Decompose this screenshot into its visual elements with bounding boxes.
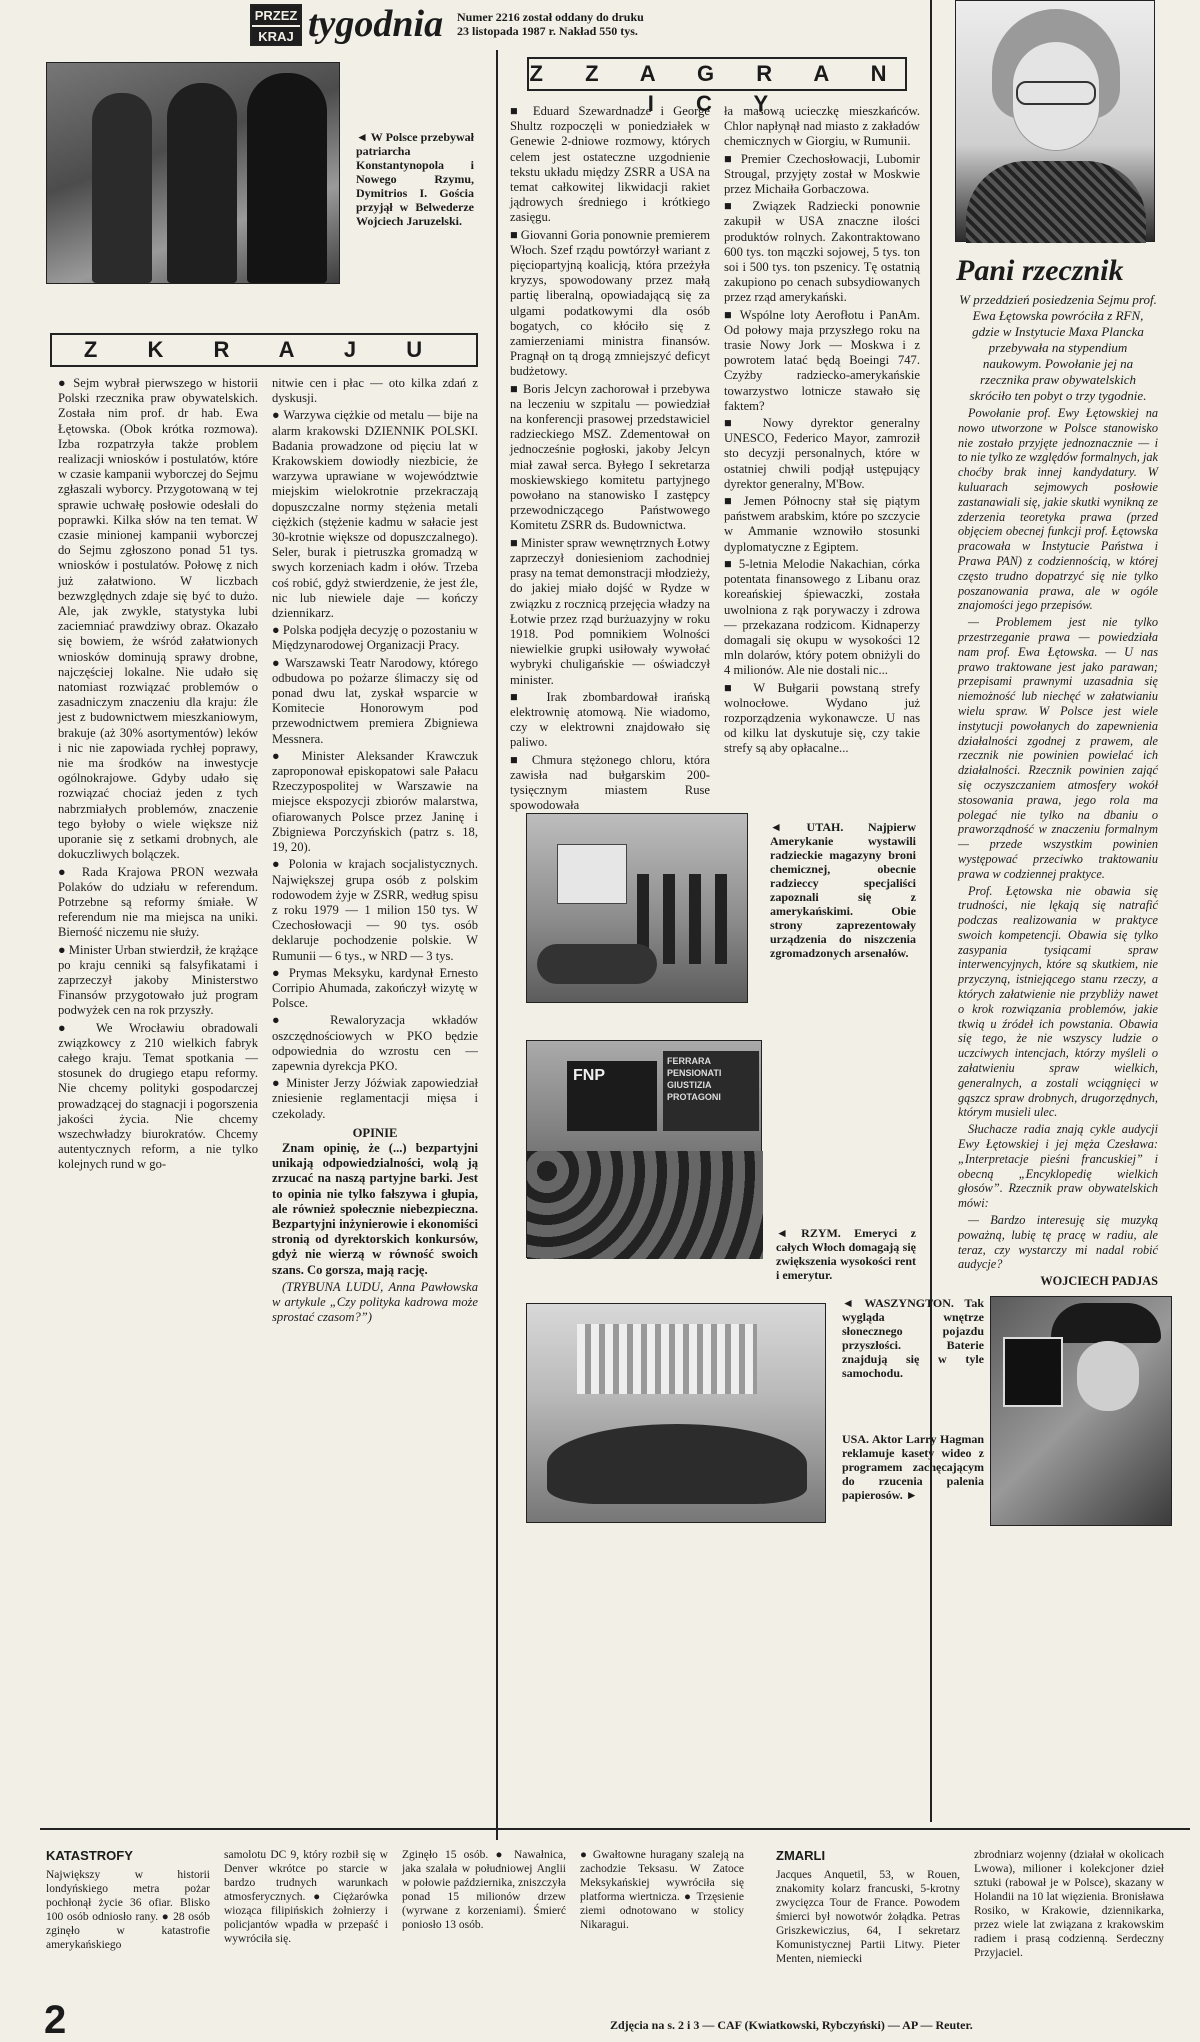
zagr-item-szewardnadze: ■ Eduard Szewardnadze i George Shultz rozpoczęli w poniedziałek w Genewie 2-dniowe rozmowy, których celem jest ostateczne uzgodnienie tekstu układu między ZSRR a USA na temat całkowitej likwidacji rakiet jądrowych średniego i krótkiego zasięgu. <box>510 104 710 225</box>
kraj-item-pko: ● Rewaloryzacja wkładów oszczędnościowych w PKO będzie odpowiednia do wzrostu cen — zapewnia dyrekcja PKO. <box>272 1013 478 1073</box>
zmarli-column-2: zbrodniarz wojenny (działał w okolicach Lwowa), milioner i kolekcjoner dzieł sztuki (rabował je w Polsce), skazany w Holandii na 10 lat więzienia. Bronisława Rosiko, w Krakowie, dziennikarka, przez wiele lat związana z krakowskim radiem i prasą codzienną. Serdeczny Przyjaciel. <box>974 1849 1164 1959</box>
photo-washington-memorial <box>577 1324 757 1394</box>
photo-rome-banner-right <box>663 1051 759 1131</box>
interview-paragraph-3: Prof. Łętowska nie obawia się trudności, nie lękają się natrafić podczas realizowania w praktyce swoich kompetencji. Obawia się tylko zasypania tysiącami spraw interwencyjnych, które są skutkiem, nie przyczyną, istniejącego stanu rzeczy, a których załatwienie nie przybliży nawet o krok rozwiązania problemów, jakie tkwią u źródeł ich powstania. Obawia się tego, że nie wszyscy ludzie o uczciwych intencjach, którzy myśleli o załatwieniu spraw wielkich, generalnych, a zostali wciągnięci w gąszcz spraw drobnych, drugorzędnych, którym musieli ulec. <box>958 883 1158 1120</box>
photo-washington-solar-car <box>526 1303 826 1523</box>
kraj-item-teatr: ● Warszawski Teatr Narodowy, którego odbudowa po pożarze ślimaczy się od ponad dwu lat, zyskał wsparcie w Komitecie Honorowym pod przewodnictwem premiera Zbigniewa Messnera. <box>272 655 478 746</box>
zagr-item-jemen: ■ Jemen Północny stał się piątym państwem arabskim, które po szczycie w Ammanie wznowiło stosunki dyplomatyczne z Egiptem. <box>724 494 920 554</box>
caption-usa: USA. Aktor Larry Hagman reklamuje kasety wideo z programem zachęcającym do rzucenia palenia papierosów. ► <box>842 1432 984 1502</box>
zagr-item-chlor: ■ Chmura stężonego chloru, która zawisła nad bułgarskim 200-tysięcznym miastem Ruse spowodowała <box>510 752 710 813</box>
logo-bottom-text: KRAJ <box>252 25 300 46</box>
opinie-source: (TRYBUNA LUDU, Anna Pawłowska w artykule „Czy polityka kadrowa może sprostać czasom?”) <box>272 1279 478 1325</box>
page-number: 2 <box>44 1998 67 2042</box>
photo-rome-pensioners <box>526 1040 762 1258</box>
zagr-item-jelcyn: ■ Boris Jelcyn zachorował i przebywa na leczeniu w szpitalu — powiedział na konferencji prasowej przedstawiciel radzieckiego MSZ. Zdementował on jednocześnie pogłoski, jakoby Jelcyn miał zawał serca. Byłego I sekretarza moskiewskiego komitetu partyjnego powołano na stanowisko I zastępcy przewodniczącego Państwowego Komitetu ZSRR ds. Budownictwa. <box>510 381 710 533</box>
zagr-item-zsrr-usa: ■ Związek Radziecki ponownie zakupił w USA znaczne ilości produktów rolnych. Zakontraktowano 600 tys. ton mączki sojowej, 5 tys. ton soi i 500 tys. ton pszenicy. Tę ostatnią zakupiono po cenach subsydiowanych przez rząd amerykański. <box>724 199 920 305</box>
banner-pensionati: PENSIONATI <box>667 1068 722 1078</box>
zagranicy-column-1 <box>510 104 710 815</box>
kraj-item-jozwiak: ● Minister Jerzy Jóźwiak zapowiedział zniesienie reglamentacji mięsa i czekolady. <box>272 1076 478 1121</box>
masthead-logo <box>250 4 302 46</box>
zagr-item-unesco: ■ Nowy dyrektor generalny UNESCO, Federico Mayor, zamroził sto decyzji personalnych, które w ostatniej chwili podjął ustępujący dyrektor generalny, M'Bow. <box>724 416 920 491</box>
zagranicy-column-2 <box>724 104 920 759</box>
photo-hagman-cassette <box>1003 1337 1063 1407</box>
issue-info <box>457 10 644 38</box>
zagr-item-aeroflot: ■ Wspólne loty Aerofłotu i PanAm. Od połowy maja przyszłego roku na trasie Nowy Jork — Moskwa i z powrotem latać będą Boeingi 747. Czyżby radziecko-amerykańskie towarzystwo lotnicze stawało się faktem? <box>724 307 920 413</box>
banner-protagoni: PROTAGONI <box>667 1092 721 1102</box>
photo-ewa-letowska <box>955 0 1155 242</box>
column-divider-right <box>930 0 932 1822</box>
opinie-text: Znam opinię, że (...) bezpartyjni unikają odpowiedzialności, wolą ją zrzucać na naszą partyjne barki. Jest to opinia nie tylko fałszywa i głupia, ale również społecznie niebezpieczna. Bezpartyjni inżynierowie i ekonomiści stronią od dyrektorskich konkursów, gdyż nie wierzą w równość swoich szans. Co gorsza, mają rację. <box>272 1140 478 1277</box>
portrait-glasses <box>1016 81 1096 105</box>
photo-utah-chemical-weapons <box>526 813 748 1003</box>
photo-rome-crowd <box>527 1151 763 1259</box>
photo-patriarch-visit <box>46 62 340 284</box>
masthead-script-title: tygodnia <box>308 3 444 45</box>
kraj-column-1 <box>58 376 258 1175</box>
caption-waszyngton: ◄ WASZYNGTON. Tak wygląda wnętrze słonecznego pojazdu przyszłości. Baterie znajdują się w tyle samochodu. <box>842 1296 984 1380</box>
interview-author: WOJCIECH PADJAS <box>1040 1274 1158 1289</box>
photo-utah-board <box>557 844 627 904</box>
zagr-item-irak: ■ Irak zbombardował irańską elektrownię atomową. Nie wiadomo, czy w elektrowni znajdowało się paliwo. <box>510 689 710 750</box>
zagr-item-goria: ■ Giovanni Goria ponownie premierem Włoch. Szef rządu powtórzył wariant z pięciopartyjną koalicją, która przeżyła kryzys, spowodowany przez małą partię liberalną, opowiadającą się za ulgami podatkowymi dla osób bogatych, co kłóciło się z zamierzeniami ministra finansów. Pragnął on tą drogą zmniejszyć deficyt budżetowy. <box>510 227 710 379</box>
interview-paragraph-4: Słuchacze radia znają cykle audycji Ewy Łętowskiej i jej męża Czesława: „Interpretacje pieśni francuskiej” i obecną „Encyklopedię wielkich głosów”. Rzecznik praw obywatelskich mówi: <box>958 1122 1158 1211</box>
photo-figure-middle <box>167 83 237 283</box>
kraj-item-prymas: ● Prymas Meksyku, kardynał Ernesto Corripio Ahumada, zakończył wizytę w Polsce. <box>272 965 478 1011</box>
katastrofy-title: KATASTROFY <box>46 1848 133 1863</box>
photo-hagman-hat <box>1051 1303 1161 1343</box>
zmarli-column-1: Jacques Anquetil, 53, w Rouen, znakomity kolarz francuski, 5-krotny zwycięzca Tour de France. Powodem śmierci był nowotwór żołądka. Petras Griszkewiczius, 64, I sekretarz Komunistycznej Partii Litwy. Pieter Menten, niemiecki <box>776 1869 960 1965</box>
photo-figure-right <box>247 73 327 283</box>
kraj-item-urban: ● Minister Urban stwierdził, że krążące po kraju cenniki są falsyfikatami i zaprzeczył jakoby Ministerstwo Finansów przygotowało już program podwyżek cen na rok przyszły. <box>58 942 258 1018</box>
kraj-item-wroclaw: ● We Wrocławiu obradowali związkowcy z 210 wielkich fabryk całego kraju. Temat spotkania — stosunek do drugiego etapu reformy. Nie chcemy polityki gospodarczej prowadzącej do stagnacji i pogorszenia jakości życia. Nie chcemy wszechwładzy biurokratów. Chcemy autentycznych reform, a nie tylko kolejnych rund w go- <box>58 1020 258 1172</box>
zagr-item-nakachian: ■ 5-letnia Melodie Nakachian, córka potentata finansowego z Libanu oraz koreańskiej śpiewaczki, została uwolniona z rąk porywaczy i zdrowa — przekazana rodzicom. Kidnaperzy domagali się okupu w wysokości 12 mln dolarów, który potem obniżyli do 4 milionów. Ale nie dostali nic... <box>724 556 920 678</box>
photo-washington-car <box>547 1424 807 1504</box>
photo-hagman-face <box>1077 1341 1139 1411</box>
photo-utah-bomb <box>537 944 657 984</box>
kraj-column-2 <box>272 376 478 1327</box>
column-divider-center <box>496 50 498 1840</box>
interview-paragraph-2: — Problemem jest nie tylko przestrzeganie prawa — powiedziała nam prof. Ewa Łętowska. — U nas prawo traktowane jest jako parawan; przepisami prawnymi uzasadnia się niemożność lub niechęć w załatwianiu wielu spraw. W Polsce jest wiele instytucji powołanych do zapewnienia działalności zgodnej z prawem, ale rzecznik nie powinien powielać ich działalności. Rzecznik powinien zająć się oczyszczaniem atmosfery wokół stosowania prawa, jego rola ma polegać nie tylko na dbaniu o praworządność w znaczeniu formalnym — przede wszystkim powinien występować przeciwko traktowaniu prawa w codziennej praktyce. <box>958 615 1158 881</box>
photo-larry-hagman <box>990 1296 1172 1526</box>
opinie-heading: OPINIE <box>352 1125 398 1140</box>
photo-credits: Zdjęcia na s. 2 i 3 — CAF (Kwiatkowski, Rybczyński) — AP — Reuter. <box>610 2018 973 2032</box>
portrait-coat <box>966 161 1146 243</box>
kraj-item-mop: ● Polska podjęła decyzję o pozostaniu w Międzynarodowej Organizacji Pracy. <box>272 623 478 653</box>
kraj-item-krawczuk: ● Minister Aleksander Krawczuk zaproponował episkopatowi sale Pałacu Rzeczypospolitej w Warszawie na miejsce ekspozycji zbiorów malarstwa, ofiarowanych Polsce przez Janinę i Zbigniewa Porczyńskich (patrz s. 18, 19, 20). <box>272 748 478 855</box>
kraj-item-warzywa: ● Warzywa ciężkie od metalu — bije na alarm krakowski DZIENNIK POLSKI. Badania prowadzone od pięciu lat w Krakowskiem dowiodły niezbicie, że warzywa uprawiane w województwie miejskim wielokrotnie przekraczają dopuszczalne normy stężenia metali ciężkich (stężenie kadmu w sałacie jest 30-krotnie większe od dopuszczalnego). Seler, burak i pietruszka gromadzą w swych korzeniach kadm i ołów. Trzeba coś robić, gdyż stwierdzenie, że jest źle, nic lub niewiele daje — kończy dziennikarz. <box>272 408 478 621</box>
banner-fnp: FNP <box>573 1067 605 1084</box>
banner-giustizia: GIUSTIZIA <box>667 1080 712 1090</box>
katastrofy-column-4: ● Gwałtowne huragany szaleją na zachodzie Teksasu. W Zatoce Meksykańskiej wywróciła się platforma wiertnicza. ● Trzęsienie ziemi odnotowano w stolicy Nikaragui. <box>580 1849 744 1931</box>
zagr-item-bulgaria: ■ W Bułgarii powstaną strefy wolnocłowe. Wydano już rozporządzenia wykonawcze. U nas od kilku lat dyskutuje się, czy takie strefy są aby opłacalne... <box>724 680 920 756</box>
interview-title: Pani rzecznik <box>956 254 1124 287</box>
caption-utah: ◄ UTAH. Najpierw Amerykanie wystawili radzieckie magazyny broni chemicznej, obecnie radzieccy specjaliści zapoznali się z amerykańskimi. Obie strony zaprezentowały urządzenia do niszczenia zgromadzonych arsenałów. <box>770 820 916 960</box>
photo-figure-left <box>92 93 152 283</box>
zagr-item-lotwa: ■ Minister spraw wewnętrznych Łotwy zaprzeczył doniesieniom zachodniej prasy na temat demonstracji młodzieży, do jakiej miało dojść w Rydze w związku z rocznicą przejęcia władzy na Łotwie przez rząd burżuazyjny w roku 1918. Pod pomnikiem Wolności niewielkie grupki usiłowały wywołać wybryki chuligańskie — oświadczył minister. <box>510 535 710 687</box>
interview-lead: W przeddzień posiedzenia Sejmu prof. Ewa Łętowska powróciła z RFN, gdzie w Instytucie Maxa Plancka przebywała na stypendium naukowym. Powołanie jej na rzecznika praw obywatelskich skróciło ten pobyt o trzy tygodnie. <box>959 292 1157 403</box>
section-header-zagranicy: Z Z A G R A N I C Y <box>527 57 907 91</box>
section-header-kraj: Z K R A J U <box>50 333 478 367</box>
katastrofy-column-1: Największy w historii londyńskiego metra pożar pochłonął życie 36 ofiar. Blisko 100 osób odniosło rany. ● 28 osób zginęło w katastrofie amerykańskiego <box>46 1869 210 1951</box>
banner-ferrara: FERRARA <box>667 1056 711 1066</box>
kraj-item-polonia: ● Polonia w krajach socjalistycznych. Największej grupa osób z polskim rodowodem żyje w ZSRR, według spisu z roku 1979 — 1 milion 150 tys. W Czechosłowacji — 90 tys. osób deklaruje pochodzenie polskie. W Rumunii — 6 tys., w NRD — 3 tys. <box>272 857 478 963</box>
kraj-item-sejm: ● Sejm wybrał pierwszego w historii Polski rzecznika praw obywatelskich. Została nim prof. dr hab. Ewa Łętowska. (Obok krótka rozmowa). Izba rozpatrzyła także problem realizacji wniosków i postulatów, które w czasie kampanii wyborczej do Sejmu zgłaszali wyborcy. Przygotowaną w tej sprawie uchwałę posłowie odesłali do poprawki. Kilka słów na ten temat. W czasie minionej kampanii wyborczej do Sejmu zgłoszono ponad 51 tys. wniosków i postulatów. Połowę z nich już załatwiono. W liczbach bezwzględnych zdaje się być to dużo. Ale, jak zwykle, statystyka lubi zaciemniać prawdziwy obraz. Okazało się bowiem, że wśród załatwionych wniosków dominują sprawy drobne, najczęściej lokalne. Nie udało się natomiast rozwiązać problemów o zasadniczym znaczeniu dla kraju: źle jest z budownictwem mieszkaniowym, brakuje (aż 30% asortymentów) leków i nic nie zapowiada rychłej poprawy, nie ma środków na inwestycje ogólnokrajowe. Gdyby udało się rozwiązać chociaż jeden z tych nabrzmiałych problemów, znaczenie tego byłoby o wiele większe niż uporanie się z setkami drobnych, ale dokuczliwych bolączek. <box>58 376 258 862</box>
caption-rzym: ◄ RZYM. Emeryci z całych Włoch domagają się zwiększenia wysokości rent i emerytur. <box>776 1226 916 1282</box>
zmarli-title: ZMARLI <box>776 1848 826 1863</box>
katastrofy-column-3: Zginęło 15 osób. ● Nawałnica, jaka szalała w południowej Anglii w połowie października, zniszczyła ponad 15 milionów drzew (wyrwane z korzeniami). Śmierć poniosło 13 osób. <box>402 1849 566 1931</box>
interview-paragraph-1: Powołanie prof. Ewy Łętowskiej na nowo utworzone w Polsce stanowisko nie zostało przyjęte jednoznacznie — i to nie tylko ze względów formalnych, jak choćby brak innej kandydatury. W kuluarach sejmowych posłowie zastanawiali się, jakie skutki wynikną ze zderzenia teoretyka prawa (przed objęciem obecnej funkcji prof. Łętowska pracowała w Instytucie Państwa i Prawa PAN) z codziennością, w której często trudno dopatrzyć się nie tylko poszanowania prawa, ale w ogóle znajomości jego przepisów. <box>958 406 1158 613</box>
katastrofy-column-2: samolotu DC 9, który rozbił się w Denver wkrótce po starcie w bardzo trudnych warunkach atmosferycznych. ● Ciężarówka wioząca filipińskich żołnierzy i policjantów wpadła w przepaść i wywróciła się. <box>224 1849 388 1945</box>
caption-patriarch: ◄ W Polsce przebywał patriarcha Konstantynopola i Nowego Rzymu, Dymitrios I. Gościa przyjął w Belwederze Wojciech Jaruzelski. <box>356 130 474 228</box>
logo-top-text: PRZEZ <box>254 8 298 23</box>
interview-paragraph-5: — Bardzo interesuję się muzyką poważną, lubię tę pracę w radiu, ale teraz, czy wystarczy mi nadal robić audycje? <box>958 1213 1158 1272</box>
zagr-item-strougal: ■ Premier Czechosłowacji, Lubomir Strougal, przyjęty został w Moskwie przez Michaiła Gorbaczowa. <box>724 151 920 197</box>
kraj-item-pron: ● Rada Krajowa PRON wezwała Polaków do udziału w referendum. Potrzebne są reformy śmiałe. W referendum nie ma miejsca na uniki. Bierność niczemu nie służy. <box>58 864 258 940</box>
issue-line-1: Numer 2216 został oddany do druku <box>457 10 644 24</box>
photo-rome-banner-left <box>567 1061 657 1131</box>
interview-body <box>958 292 1158 1289</box>
issue-line-2: 23 listopada 1987 r. Nakład 550 tys. <box>457 24 638 38</box>
zagr-item-chlor-cont: ła masową ucieczkę mieszkańców. Chlor napłynął nad miasto z zakładów chemicznych w Giorgiu, w Rumunii. <box>724 104 920 149</box>
bottom-band-divider <box>40 1828 1190 1830</box>
kraj-item-continuation: nitwie cen i płac — oto kilka zdań z dyskusji. <box>272 376 478 406</box>
